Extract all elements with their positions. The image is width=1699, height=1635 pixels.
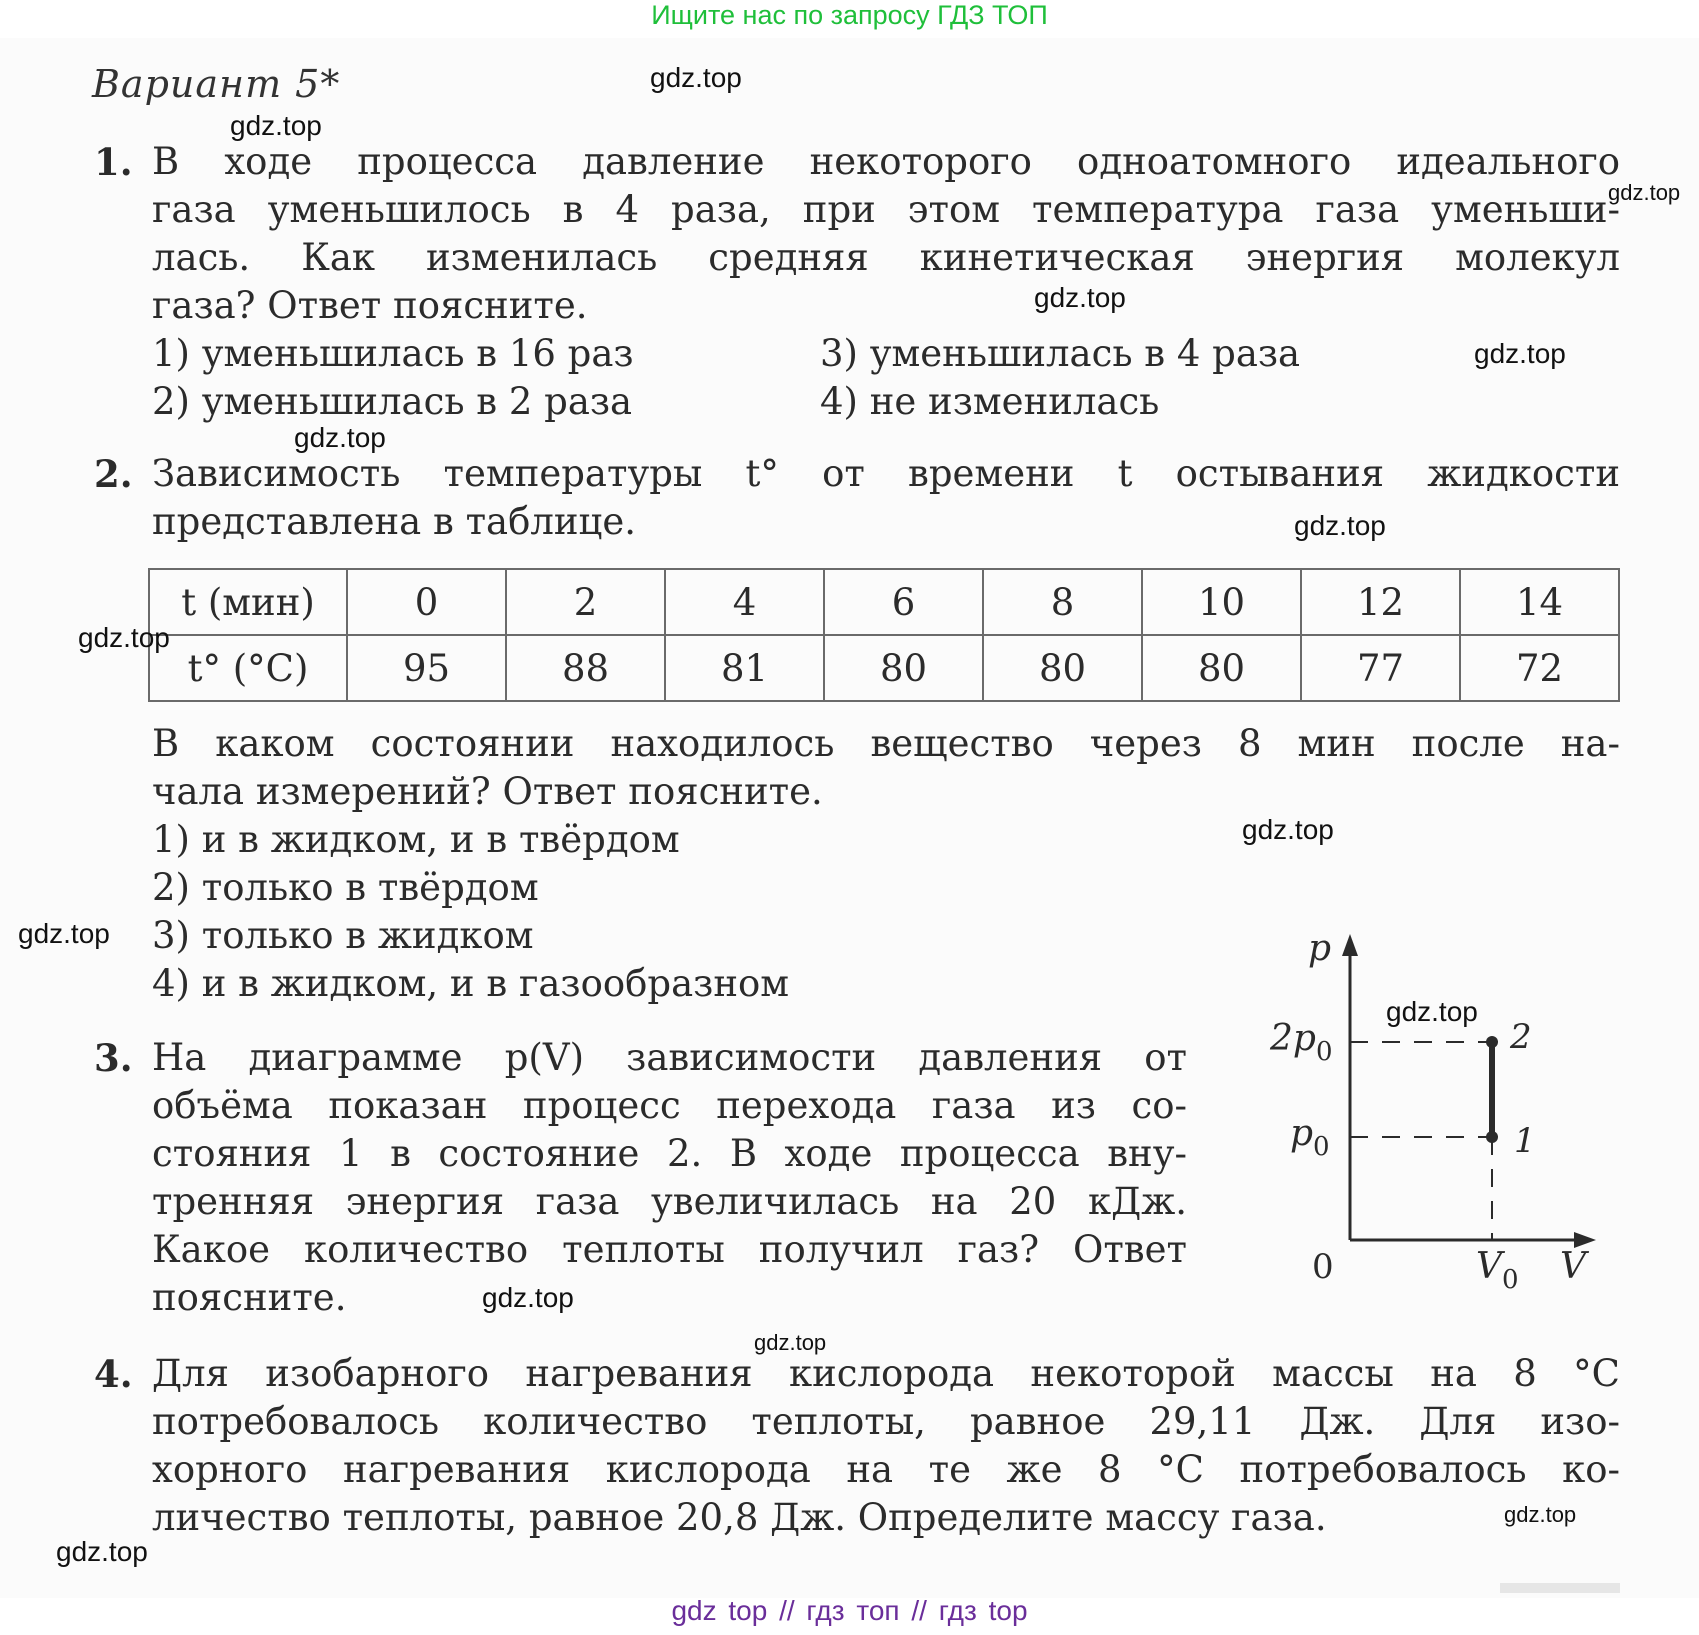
task-text-line: стояния 1 в состояние 2. В ходе процесса вну- <box>152 1132 1187 1175</box>
x-axis-label: V <box>1560 1246 1586 1287</box>
state-point-2 <box>1486 1036 1498 1048</box>
answer-option: 2) только в твёрдом <box>152 866 539 909</box>
table-cell: 10 <box>1142 569 1301 635</box>
table-header-cell: t (мин) <box>149 569 347 635</box>
x-tick-v0 <box>1476 1246 1519 1295</box>
watermark: gdz.top <box>1034 282 1126 313</box>
table-cell: 80 <box>983 635 1142 701</box>
task-text-line: газа уменьшилось в 4 раза, при этом температура газа уменьши- <box>152 188 1620 231</box>
table-cell: 88 <box>506 635 665 701</box>
task-text-line: Зависимость температуры t° от времени t остывания жидкости <box>152 452 1620 495</box>
watermark: gdz.top <box>78 622 170 653</box>
watermark: gdz.top <box>1474 338 1566 369</box>
bottom-banner: gdz top // гдз топ // гдз top <box>671 1595 1028 1626</box>
y-axis-label: p <box>1308 930 1332 969</box>
task-text-line: тренняя энергия газа увеличилась на 20 кДж. <box>152 1180 1187 1223</box>
watermark: gdz.top <box>1386 996 1478 1027</box>
task-text-line: представлена в таблице. <box>152 500 636 543</box>
watermark: gdz.top <box>18 918 110 949</box>
answer-option: 1) и в жидком, и в твёрдом <box>152 818 680 861</box>
variant-title: Вариант 5* <box>92 62 341 106</box>
table-cell: 0 <box>347 569 506 635</box>
x-tick-v0-sub: 0 <box>1502 1265 1519 1295</box>
table-cell: 8 <box>983 569 1142 635</box>
task-text-line: потребовалось количество теплоты, равное 29,11 Дж. Для изо- <box>152 1400 1620 1443</box>
y-tick-p0 <box>1290 1113 1330 1162</box>
task-text-line: объёма показан процесс перехода газа из со- <box>152 1084 1187 1127</box>
watermark: gdz.top <box>482 1282 574 1313</box>
y-tick-2p0 <box>1269 1018 1333 1067</box>
table-cell: 72 <box>1460 635 1619 701</box>
answer-option: 1) уменьшилась в 16 раз <box>152 332 634 375</box>
task-text-line: В ходе процесса давление некоторого одноатомного идеального <box>152 140 1620 183</box>
table-row <box>149 635 1619 701</box>
watermark: gdz.top <box>754 1330 827 1355</box>
task-number: 2. <box>94 452 133 496</box>
task-text-line: лась. Как изменилась средняя кинетическая энергия молекул <box>152 236 1620 279</box>
task-text-line: В каком состоянии находилось вещество через 8 мин после на- <box>152 722 1620 765</box>
watermark: gdz.top <box>1242 814 1334 845</box>
point-2-label: 2 <box>1510 1017 1532 1057</box>
y-tick-p0-main: p <box>1290 1113 1314 1154</box>
task-1 <box>94 138 1620 330</box>
scan-artifact <box>1500 1583 1620 1593</box>
y-tick-p0-sub: 0 <box>1313 1132 1330 1162</box>
task-text-line: поясните. <box>152 1276 347 1319</box>
watermark: gdz.top <box>1294 510 1386 541</box>
task-text-line: газа? Ответ поясните. <box>152 284 588 327</box>
pv-diagram <box>1260 930 1600 1310</box>
state-point-1 <box>1486 1131 1498 1143</box>
task-number: 1. <box>94 140 133 184</box>
table-header-cell: t° (°C) <box>149 635 347 701</box>
y-tick-2p0-main: 2p <box>1270 1018 1316 1059</box>
task-text-line: Какое количество теплоты получил газ? Ответ <box>152 1228 1187 1271</box>
watermark: gdz.top <box>294 422 386 453</box>
table-cell: 12 <box>1301 569 1460 635</box>
x-tick-v0-main: V <box>1476 1246 1502 1287</box>
task-text-line: чала измерений? Ответ поясните. <box>152 770 823 813</box>
task-number: 4. <box>94 1352 133 1396</box>
point-1-label: 1 <box>1514 1121 1536 1161</box>
watermark: gdz.top <box>1504 1502 1577 1527</box>
watermark: gdz.top <box>1608 180 1681 205</box>
answer-option: 4) и в жидком, и в газообразном <box>152 962 790 1005</box>
top-banner: Ищите нас по запросу ГДЗ ТОП <box>651 0 1048 30</box>
table-cell: 81 <box>665 635 824 701</box>
table-cell: 95 <box>347 635 506 701</box>
answer-option: 3) уменьшилась в 4 раза <box>820 332 1301 375</box>
task-text-line: личество теплоты, равное 20,8 Дж. Определите массу газа. <box>152 1496 1327 1539</box>
task-number: 3. <box>94 1036 133 1080</box>
temperature-table <box>148 568 1620 702</box>
task-4 <box>94 1350 1620 1542</box>
task-3 <box>94 1034 1187 1322</box>
table-row <box>149 569 1619 635</box>
table-cell: 77 <box>1301 635 1460 701</box>
table-cell: 14 <box>1460 569 1619 635</box>
watermark: gdz.top <box>650 62 742 93</box>
task-text-line: На диаграмме p(V) зависимости давления от <box>152 1036 1187 1079</box>
answer-option: 2) уменьшилась в 2 раза <box>152 380 633 423</box>
y-axis-arrow <box>1342 934 1358 956</box>
task-text-line: хорного нагревания кислорода на те же 8 °C потребовалось ко- <box>152 1448 1620 1491</box>
origin-label: 0 <box>1312 1247 1334 1287</box>
watermark: gdz.top <box>230 110 322 141</box>
task-2-question <box>152 720 1620 816</box>
task-text-line: Для изобарного нагревания кислорода некоторой массы на 8 °C <box>152 1352 1620 1395</box>
table-cell: 80 <box>824 635 983 701</box>
answer-option: 4) не изменилась <box>820 380 1160 423</box>
task-2 <box>94 450 1620 546</box>
table-cell: 4 <box>665 569 824 635</box>
y-tick-2p0-sub: 0 <box>1315 1037 1333 1067</box>
table-cell: 80 <box>1142 635 1301 701</box>
answer-option: 3) только в жидком <box>152 914 534 957</box>
table-cell: 2 <box>506 569 665 635</box>
table-cell: 6 <box>824 569 983 635</box>
watermark: gdz.top <box>56 1536 148 1567</box>
